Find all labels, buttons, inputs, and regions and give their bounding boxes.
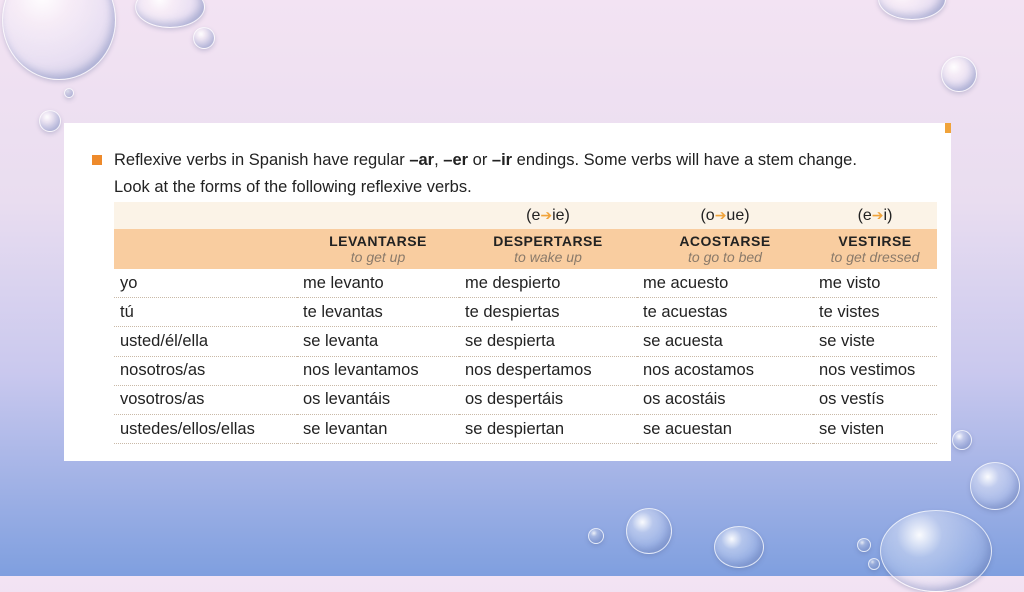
verb-gloss: to get dressed bbox=[830, 249, 920, 265]
conjugated-form: se visten bbox=[813, 414, 937, 443]
ending-ar: –ar bbox=[409, 151, 435, 169]
subject-pronoun: yo bbox=[114, 269, 297, 298]
intro-separator: or bbox=[468, 151, 492, 169]
water-bubble bbox=[135, 0, 205, 28]
stem-change-empty bbox=[114, 202, 297, 229]
ending-ir: –ir bbox=[491, 151, 513, 169]
verb-gloss: to wake up bbox=[514, 249, 582, 265]
reflexive-verbs-table bbox=[114, 202, 937, 444]
subject-pronoun: nosotros/as bbox=[114, 356, 297, 385]
conjugated-form: me acuesto bbox=[637, 269, 813, 298]
verb-gloss: to go to bed bbox=[688, 249, 762, 265]
conjugated-form: os despertáis bbox=[459, 385, 637, 414]
water-bubble bbox=[941, 56, 977, 92]
intro-line2: Look at the forms of the following reflexive verbs. bbox=[114, 178, 472, 196]
conjugated-form: me visto bbox=[813, 269, 937, 298]
stem-change-empty bbox=[297, 202, 459, 229]
subject-pronoun: tú bbox=[114, 298, 297, 327]
conjugated-form: se despierta bbox=[459, 327, 637, 356]
conjugated-form: me despierto bbox=[459, 269, 637, 298]
verb-header bbox=[459, 229, 637, 269]
subject-pronoun: vosotros/as bbox=[114, 385, 297, 414]
conjugation-row bbox=[114, 327, 937, 356]
water-bubble bbox=[970, 462, 1020, 510]
intro-separator: , bbox=[434, 151, 444, 169]
conjugated-form: os acostáis bbox=[637, 385, 813, 414]
conjugated-form: se despiertan bbox=[459, 414, 637, 443]
intro-line1-start: Reflexive verbs in Spanish have regular bbox=[114, 151, 410, 169]
verb-header bbox=[813, 229, 937, 269]
verb-name: ACOSTARSE bbox=[679, 233, 771, 249]
conjugated-form: se acuesta bbox=[637, 327, 813, 356]
verb-name: LEVANTARSE bbox=[329, 233, 427, 249]
stem-change-acostarse: (o➔ue) bbox=[637, 202, 813, 229]
conjugated-form: nos levantamos bbox=[297, 356, 459, 385]
page-corner-accent bbox=[945, 123, 951, 133]
textbook-excerpt bbox=[64, 123, 951, 461]
stem-change-row bbox=[114, 202, 937, 229]
water-bubble bbox=[714, 526, 764, 568]
square-bullet-icon bbox=[92, 155, 102, 165]
conjugated-form: nos vestimos bbox=[813, 356, 937, 385]
intro-line1-end: endings. Some verbs will have a stem change. bbox=[512, 151, 857, 169]
verb-name: VESTIRSE bbox=[838, 233, 912, 249]
subject-pronoun: ustedes/ellos/ellas bbox=[114, 414, 297, 443]
water-bubble bbox=[39, 110, 61, 132]
conjugation-row bbox=[114, 414, 937, 443]
intro-text bbox=[114, 147, 935, 201]
conjugation-row bbox=[114, 385, 937, 414]
water-bubble bbox=[2, 0, 116, 80]
arrow-right-icon: ➔ bbox=[871, 206, 884, 223]
conjugated-form: te vistes bbox=[813, 298, 937, 327]
conjugated-form: os levantáis bbox=[297, 385, 459, 414]
conjugated-form: se levantan bbox=[297, 414, 459, 443]
water-bubble bbox=[626, 508, 672, 554]
verb-name: DESPERTARSE bbox=[493, 233, 603, 249]
intro-paragraph bbox=[92, 147, 935, 201]
conjugated-form: me levanto bbox=[297, 269, 459, 298]
conjugated-form: nos acostamos bbox=[637, 356, 813, 385]
stem-change-vestirse: (e➔i) bbox=[813, 202, 937, 229]
water-bubble bbox=[193, 27, 215, 49]
ending-er: –er bbox=[443, 151, 469, 169]
verb-header bbox=[297, 229, 459, 269]
conjugated-form: os vestís bbox=[813, 385, 937, 414]
water-bubble bbox=[952, 430, 972, 450]
conjugation-row bbox=[114, 356, 937, 385]
header-empty bbox=[114, 229, 297, 269]
verb-header bbox=[637, 229, 813, 269]
conjugated-form: te levantas bbox=[297, 298, 459, 327]
water-bubble bbox=[857, 538, 871, 552]
conjugated-form: se acuestan bbox=[637, 414, 813, 443]
stem-change-despertarse: (e➔ie) bbox=[459, 202, 637, 229]
conjugation-row bbox=[114, 269, 937, 298]
conjugated-form: nos despertamos bbox=[459, 356, 637, 385]
verb-gloss: to get up bbox=[350, 249, 406, 265]
arrow-right-icon: ➔ bbox=[714, 206, 727, 223]
water-bubble bbox=[868, 558, 880, 570]
water-bubble bbox=[878, 0, 946, 20]
arrow-right-icon: ➔ bbox=[540, 206, 553, 223]
verb-header-row bbox=[114, 229, 937, 269]
conjugated-form: te despiertas bbox=[459, 298, 637, 327]
conjugated-form: se levanta bbox=[297, 327, 459, 356]
water-bubble bbox=[64, 88, 74, 98]
subject-pronoun: usted/él/ella bbox=[114, 327, 297, 356]
conjugated-form: se viste bbox=[813, 327, 937, 356]
conjugated-form: te acuestas bbox=[637, 298, 813, 327]
conjugation-row bbox=[114, 298, 937, 327]
water-bubble bbox=[588, 528, 604, 544]
water-bubble bbox=[880, 510, 992, 592]
